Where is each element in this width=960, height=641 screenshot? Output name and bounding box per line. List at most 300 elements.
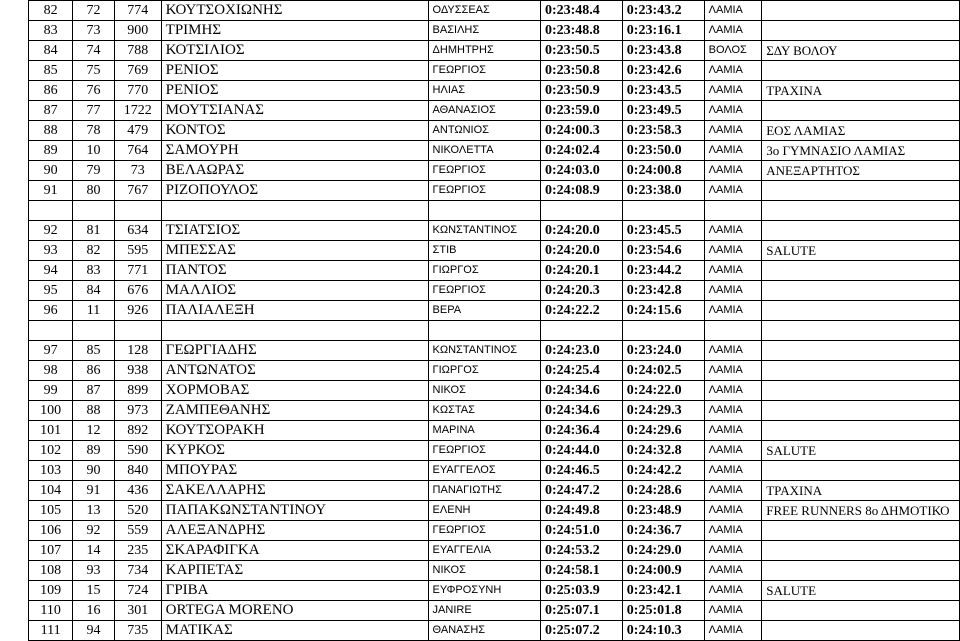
gun-time-cell: 0:25:07.2 — [540, 621, 622, 641]
first-name-cell: ΜΑΡΙΝΑ — [428, 421, 540, 441]
first-name-cell: ΝΙΚΟΣ — [428, 381, 540, 401]
club-cell — [762, 461, 960, 481]
table-row — [29, 341, 960, 361]
club-cell — [762, 21, 960, 41]
overall-rank-cell: 106 — [29, 521, 73, 541]
first-name-cell: ΓΕΩΡΓΙΟΣ — [428, 181, 540, 201]
city-cell: ΛΑΜΙΑ — [704, 161, 762, 181]
bib-number-cell: 769 — [114, 61, 161, 81]
surname-cell: ΠΑΛΙΑΛΕΞΗ — [161, 301, 428, 321]
bib-number-cell: 235 — [114, 541, 161, 561]
surname-cell: ΚΟΥΤΣΟΧΙΩΝΗΣ — [161, 1, 428, 21]
gun-time-cell: 0:24:34.6 — [540, 381, 622, 401]
club-cell — [762, 561, 960, 581]
spacer-cell — [161, 201, 428, 221]
city-cell: ΛΑΜΙΑ — [704, 621, 762, 641]
table-row — [29, 1, 960, 21]
table-row — [29, 461, 960, 481]
club-cell — [762, 61, 960, 81]
category-rank-cell: 86 — [73, 361, 115, 381]
net-time-cell: 0:23:50.0 — [622, 141, 704, 161]
city-cell: ΛΑΜΙΑ — [704, 301, 762, 321]
surname-cell: ΚΑΡΠΕΤΑΣ — [161, 561, 428, 581]
first-name-cell: ΓΙΩΡΓΟΣ — [428, 261, 540, 281]
table-row — [29, 481, 960, 501]
surname-cell: ΒΕΛΑΩΡΑΣ — [161, 161, 428, 181]
category-rank-cell: 73 — [73, 21, 115, 41]
bib-number-cell: 774 — [114, 1, 161, 21]
gun-time-cell: 0:24:34.6 — [540, 401, 622, 421]
category-rank-cell: 72 — [73, 1, 115, 21]
first-name-cell: ΟΔΥΣΣΕΑΣ — [428, 1, 540, 21]
first-name-cell: ΓΕΩΡΓΙΟΣ — [428, 61, 540, 81]
city-cell: ΛΑΜΙΑ — [704, 121, 762, 141]
net-time-cell: 0:24:28.6 — [622, 481, 704, 501]
spacer-cell — [428, 201, 540, 221]
surname-cell: ΑΛΕΞΑΝΔΡΗΣ — [161, 521, 428, 541]
surname-cell: ΖΑΜΠΕΘΑΝΗΣ — [161, 401, 428, 421]
net-time-cell: 0:24:36.7 — [622, 521, 704, 541]
overall-rank-cell: 100 — [29, 401, 73, 421]
table-row — [29, 181, 960, 201]
overall-rank-cell: 90 — [29, 161, 73, 181]
table-row — [29, 541, 960, 561]
spacer-cell — [73, 201, 115, 221]
overall-rank-cell: 108 — [29, 561, 73, 581]
surname-cell: ΣΑΜΟΥΡΗ — [161, 141, 428, 161]
first-name-cell: ΚΩΣΤΑΣ — [428, 401, 540, 421]
net-time-cell: 0:24:15.6 — [622, 301, 704, 321]
net-time-cell: 0:23:38.0 — [622, 181, 704, 201]
club-cell: ΣΔΥ ΒΟΛΟΥ — [762, 41, 960, 61]
bib-number-cell: 926 — [114, 301, 161, 321]
gun-time-cell: 0:23:48.8 — [540, 21, 622, 41]
bib-number-cell: 938 — [114, 361, 161, 381]
club-cell: SALUTE — [762, 581, 960, 601]
gun-time-cell: 0:24:23.0 — [540, 341, 622, 361]
city-cell: ΛΑΜΙΑ — [704, 581, 762, 601]
surname-cell: ΣΚΑΡΑΦΙΓΚΑ — [161, 541, 428, 561]
city-cell: ΛΑΜΙΑ — [704, 361, 762, 381]
table-row — [29, 221, 960, 241]
gun-time-cell: 0:23:48.4 — [540, 1, 622, 21]
category-rank-cell: 89 — [73, 441, 115, 461]
table-row — [29, 441, 960, 461]
net-time-cell: 0:23:43.2 — [622, 1, 704, 21]
city-cell: ΛΑΜΙΑ — [704, 81, 762, 101]
overall-rank-cell: 103 — [29, 461, 73, 481]
bib-number-cell: 840 — [114, 461, 161, 481]
gun-time-cell: 0:23:50.5 — [540, 41, 622, 61]
net-time-cell: 0:23:58.3 — [622, 121, 704, 141]
category-rank-cell: 80 — [73, 181, 115, 201]
surname-cell: ΠΑΝΤΟΣ — [161, 261, 428, 281]
first-name-cell: ΕΛΕΝΗ — [428, 501, 540, 521]
net-time-cell: 0:24:22.0 — [622, 381, 704, 401]
spacer-cell — [73, 321, 115, 341]
bib-number-cell: 595 — [114, 241, 161, 261]
overall-rank-cell: 96 — [29, 301, 73, 321]
table-row — [29, 581, 960, 601]
category-rank-cell: 83 — [73, 261, 115, 281]
table-row — [29, 41, 960, 61]
club-cell: 3ο ΓΥΜΝΑΣΙΟ ΛΑΜΙΑΣ — [762, 141, 960, 161]
surname-cell: ΡΙΖΟΠΟΥΛΟΣ — [161, 181, 428, 201]
table-row — [29, 521, 960, 541]
table-row — [29, 81, 960, 101]
overall-rank-cell: 86 — [29, 81, 73, 101]
gun-time-cell: 0:24:46.5 — [540, 461, 622, 481]
net-time-cell: 0:24:00.8 — [622, 161, 704, 181]
gun-time-cell: 0:24:20.0 — [540, 241, 622, 261]
first-name-cell: ΕΥΦΡΟΣΥΝΗ — [428, 581, 540, 601]
overall-rank-cell: 99 — [29, 381, 73, 401]
first-name-cell: ΓΙΩΡΓΟΣ — [428, 361, 540, 381]
table-row — [29, 121, 960, 141]
category-rank-cell: 84 — [73, 281, 115, 301]
city-cell: ΛΑΜΙΑ — [704, 461, 762, 481]
overall-rank-cell: 107 — [29, 541, 73, 561]
net-time-cell: 0:23:48.9 — [622, 501, 704, 521]
overall-rank-cell: 87 — [29, 101, 73, 121]
city-cell: ΛΑΜΙΑ — [704, 181, 762, 201]
category-rank-cell: 77 — [73, 101, 115, 121]
club-cell: ΑΝΕΞΑΡΤΗΤΟΣ — [762, 161, 960, 181]
bib-number-cell: 735 — [114, 621, 161, 641]
overall-rank-cell: 91 — [29, 181, 73, 201]
club-cell — [762, 401, 960, 421]
surname-cell: ΚΥΡΚΟΣ — [161, 441, 428, 461]
net-time-cell: 0:23:44.2 — [622, 261, 704, 281]
bib-number-cell: 771 — [114, 261, 161, 281]
bib-number-cell: 767 — [114, 181, 161, 201]
surname-cell: ΑΝΤΩΝΑΤΟΣ — [161, 361, 428, 381]
category-rank-cell: 91 — [73, 481, 115, 501]
table-row — [29, 141, 960, 161]
bib-number-cell: 892 — [114, 421, 161, 441]
category-rank-cell: 74 — [73, 41, 115, 61]
club-cell: SALUTE — [762, 241, 960, 261]
city-cell: ΛΑΜΙΑ — [704, 421, 762, 441]
club-cell — [762, 341, 960, 361]
category-rank-cell: 79 — [73, 161, 115, 181]
city-cell: ΒΟΛΟΣ — [704, 41, 762, 61]
surname-cell: ΤΡΙΜΗΣ — [161, 21, 428, 41]
surname-cell: ΡΕΝΙΟΣ — [161, 81, 428, 101]
surname-cell: ΜΑΛΛΙΟΣ — [161, 281, 428, 301]
table-row — [29, 501, 960, 521]
net-time-cell: 0:24:00.9 — [622, 561, 704, 581]
table-row — [29, 281, 960, 301]
surname-cell: ΜΟΥΤΣΙΑΝΑΣ — [161, 101, 428, 121]
first-name-cell: ΑΝΤΩΝΙΟΣ — [428, 121, 540, 141]
club-cell: SALUTE — [762, 441, 960, 461]
gun-time-cell: 0:24:51.0 — [540, 521, 622, 541]
first-name-cell: ΚΩΝΣΤΑΝΤΙΝΟΣ — [428, 221, 540, 241]
club-cell: ΤΡΑΧΙΝΑ — [762, 81, 960, 101]
bib-number-cell: 724 — [114, 581, 161, 601]
city-cell: ΛΑΜΙΑ — [704, 601, 762, 621]
club-cell — [762, 601, 960, 621]
overall-rank-cell: 110 — [29, 601, 73, 621]
club-cell: ΕΟΣ ΛΑΜΙΑΣ — [762, 121, 960, 141]
overall-rank-cell: 95 — [29, 281, 73, 301]
spacer-cell — [29, 201, 73, 221]
overall-rank-cell: 111 — [29, 621, 73, 641]
first-name-cell: ΕΥΑΓΓΕΛΙΑ — [428, 541, 540, 561]
net-time-cell: 0:23:49.5 — [622, 101, 704, 121]
category-rank-cell: 11 — [73, 301, 115, 321]
first-name-cell: ΒΕΡΑ — [428, 301, 540, 321]
gun-time-cell: 0:23:50.8 — [540, 61, 622, 81]
surname-cell: ΤΣΙΑΤΣΙΟΣ — [161, 221, 428, 241]
overall-rank-cell: 102 — [29, 441, 73, 461]
category-rank-cell: 10 — [73, 141, 115, 161]
overall-rank-cell: 84 — [29, 41, 73, 61]
category-rank-cell: 85 — [73, 341, 115, 361]
bib-number-cell: 764 — [114, 141, 161, 161]
first-name-cell: JANIRE — [428, 601, 540, 621]
gun-time-cell: 0:24:47.2 — [540, 481, 622, 501]
table-row — [29, 401, 960, 421]
overall-rank-cell: 98 — [29, 361, 73, 381]
surname-cell: ΣΑΚΕΛΛΑΡΗΣ — [161, 481, 428, 501]
bib-number-cell: 73 — [114, 161, 161, 181]
gun-time-cell: 0:24:25.4 — [540, 361, 622, 381]
gun-time-cell: 0:24:53.2 — [540, 541, 622, 561]
overall-rank-cell: 89 — [29, 141, 73, 161]
gun-time-cell: 0:23:59.0 — [540, 101, 622, 121]
city-cell: ΛΑΜΙΑ — [704, 481, 762, 501]
spacer-row — [29, 321, 960, 341]
first-name-cell: ΣΤΙΒ — [428, 241, 540, 261]
bib-number-cell: 900 — [114, 21, 161, 41]
gun-time-cell: 0:24:08.9 — [540, 181, 622, 201]
gun-time-cell: 0:24:22.2 — [540, 301, 622, 321]
category-rank-cell: 76 — [73, 81, 115, 101]
club-cell — [762, 381, 960, 401]
city-cell: ΛΑΜΙΑ — [704, 381, 762, 401]
category-rank-cell: 78 — [73, 121, 115, 141]
overall-rank-cell: 105 — [29, 501, 73, 521]
gun-time-cell: 0:25:07.1 — [540, 601, 622, 621]
surname-cell: ΜΠΕΣΣΑΣ — [161, 241, 428, 261]
bib-number-cell: 479 — [114, 121, 161, 141]
net-time-cell: 0:23:42.6 — [622, 61, 704, 81]
first-name-cell: ΠΑΝΑΓΙΩΤΗΣ — [428, 481, 540, 501]
first-name-cell: ΑΘΑΝΑΣΙΟΣ — [428, 101, 540, 121]
results-table — [28, 0, 960, 641]
bib-number-cell: 899 — [114, 381, 161, 401]
first-name-cell: ΓΕΩΡΓΙΟΣ — [428, 281, 540, 301]
city-cell: ΛΑΜΙΑ — [704, 1, 762, 21]
spacer-cell — [762, 201, 960, 221]
surname-cell: ΓΕΩΡΓΙΑΔΗΣ — [161, 341, 428, 361]
city-cell: ΛΑΜΙΑ — [704, 61, 762, 81]
gun-time-cell: 0:24:00.3 — [540, 121, 622, 141]
gun-time-cell: 0:24:02.4 — [540, 141, 622, 161]
city-cell: ΛΑΜΙΑ — [704, 541, 762, 561]
surname-cell: ΚΟΥΤΣΟΡΑΚΗ — [161, 421, 428, 441]
net-time-cell: 0:23:42.8 — [622, 281, 704, 301]
spacer-cell — [161, 321, 428, 341]
table-row — [29, 21, 960, 41]
surname-cell: ΜΑΤΙΚΑΣ — [161, 621, 428, 641]
surname-cell: ΚΟΝΤΟΣ — [161, 121, 428, 141]
spacer-cell — [540, 321, 622, 341]
table-row — [29, 561, 960, 581]
gun-time-cell: 0:24:36.4 — [540, 421, 622, 441]
gun-time-cell: 0:24:20.1 — [540, 261, 622, 281]
club-cell — [762, 361, 960, 381]
net-time-cell: 0:23:43.5 — [622, 81, 704, 101]
first-name-cell: ΓΕΩΡΓΙΟΣ — [428, 161, 540, 181]
city-cell: ΛΑΜΙΑ — [704, 101, 762, 121]
net-time-cell: 0:24:29.3 — [622, 401, 704, 421]
city-cell: ΛΑΜΙΑ — [704, 141, 762, 161]
gun-time-cell: 0:25:03.9 — [540, 581, 622, 601]
overall-rank-cell: 104 — [29, 481, 73, 501]
gun-time-cell: 0:24:49.8 — [540, 501, 622, 521]
spacer-cell — [762, 321, 960, 341]
net-time-cell: 0:24:42.2 — [622, 461, 704, 481]
overall-rank-cell: 109 — [29, 581, 73, 601]
bib-number-cell: 520 — [114, 501, 161, 521]
overall-rank-cell: 92 — [29, 221, 73, 241]
spacer-cell — [540, 201, 622, 221]
overall-rank-cell: 85 — [29, 61, 73, 81]
club-cell — [762, 221, 960, 241]
category-rank-cell: 12 — [73, 421, 115, 441]
overall-rank-cell: 88 — [29, 121, 73, 141]
bib-number-cell: 973 — [114, 401, 161, 421]
category-rank-cell: 14 — [73, 541, 115, 561]
club-cell — [762, 421, 960, 441]
table-row — [29, 261, 960, 281]
first-name-cell: ΝΙΚΟΛΕΤΤΑ — [428, 141, 540, 161]
table-row — [29, 621, 960, 641]
first-name-cell: ΘΑΝΑΣΗΣ — [428, 621, 540, 641]
city-cell: ΛΑΜΙΑ — [704, 561, 762, 581]
net-time-cell: 0:23:42.1 — [622, 581, 704, 601]
first-name-cell: ΓΕΩΡΓΙΟΣ — [428, 441, 540, 461]
bib-number-cell: 590 — [114, 441, 161, 461]
gun-time-cell: 0:24:03.0 — [540, 161, 622, 181]
net-time-cell: 0:23:45.5 — [622, 221, 704, 241]
overall-rank-cell: 83 — [29, 21, 73, 41]
category-rank-cell: 88 — [73, 401, 115, 421]
first-name-cell: ΝΙΚΟΣ — [428, 561, 540, 581]
surname-cell: ORTEGA MORENO — [161, 601, 428, 621]
gun-time-cell: 0:23:50.9 — [540, 81, 622, 101]
bib-number-cell: 770 — [114, 81, 161, 101]
overall-rank-cell: 93 — [29, 241, 73, 261]
surname-cell: ΚΟΤΣΙΛΙΟΣ — [161, 41, 428, 61]
club-cell — [762, 621, 960, 641]
club-cell — [762, 541, 960, 561]
table-row — [29, 421, 960, 441]
spacer-cell — [428, 321, 540, 341]
table-row — [29, 361, 960, 381]
spacer-cell — [114, 201, 161, 221]
gun-time-cell: 0:24:58.1 — [540, 561, 622, 581]
category-rank-cell: 93 — [73, 561, 115, 581]
surname-cell: ΧΟΡΜΟΒΑΣ — [161, 381, 428, 401]
city-cell: ΛΑΜΙΑ — [704, 281, 762, 301]
category-rank-cell: 94 — [73, 621, 115, 641]
overall-rank-cell: 94 — [29, 261, 73, 281]
first-name-cell: ΕΥΑΓΓΕΛΟΣ — [428, 461, 540, 481]
spacer-cell — [704, 321, 762, 341]
category-rank-cell: 16 — [73, 601, 115, 621]
surname-cell: ΠΑΠΑΚΩΝΣΤΑΝΤΙΝΟΥ — [161, 501, 428, 521]
bib-number-cell: 676 — [114, 281, 161, 301]
bib-number-cell: 436 — [114, 481, 161, 501]
table-row — [29, 101, 960, 121]
club-cell — [762, 181, 960, 201]
city-cell: ΛΑΜΙΑ — [704, 241, 762, 261]
city-cell: ΛΑΜΙΑ — [704, 401, 762, 421]
net-time-cell: 0:23:54.6 — [622, 241, 704, 261]
gun-time-cell: 0:24:20.3 — [540, 281, 622, 301]
bib-number-cell: 128 — [114, 341, 161, 361]
bib-number-cell: 301 — [114, 601, 161, 621]
net-time-cell: 0:23:43.8 — [622, 41, 704, 61]
bib-number-cell: 559 — [114, 521, 161, 541]
city-cell: ΛΑΜΙΑ — [704, 21, 762, 41]
table-row — [29, 381, 960, 401]
overall-rank-cell: 101 — [29, 421, 73, 441]
city-cell: ΛΑΜΙΑ — [704, 341, 762, 361]
category-rank-cell: 15 — [73, 581, 115, 601]
category-rank-cell: 82 — [73, 241, 115, 261]
club-cell: ΤΡΑΧΙΝΑ — [762, 481, 960, 501]
club-cell — [762, 1, 960, 21]
net-time-cell: 0:24:29.0 — [622, 541, 704, 561]
net-time-cell: 0:24:29.6 — [622, 421, 704, 441]
category-rank-cell: 92 — [73, 521, 115, 541]
overall-rank-cell: 97 — [29, 341, 73, 361]
first-name-cell: ΒΑΣΙΛΗΣ — [428, 21, 540, 41]
spacer-cell — [622, 321, 704, 341]
city-cell: ΛΑΜΙΑ — [704, 221, 762, 241]
net-time-cell: 0:24:02.5 — [622, 361, 704, 381]
bib-number-cell: 788 — [114, 41, 161, 61]
table-row — [29, 161, 960, 181]
spacer-row — [29, 201, 960, 221]
surname-cell: ΜΠΟΥΡΑΣ — [161, 461, 428, 481]
spacer-cell — [114, 321, 161, 341]
table-row — [29, 241, 960, 261]
category-rank-cell: 90 — [73, 461, 115, 481]
bib-number-cell: 1722 — [114, 101, 161, 121]
first-name-cell: ΗΛΙΑΣ — [428, 81, 540, 101]
club-cell — [762, 101, 960, 121]
table-row — [29, 61, 960, 81]
bib-number-cell: 634 — [114, 221, 161, 241]
table-row — [29, 601, 960, 621]
club-cell — [762, 521, 960, 541]
spacer-cell — [29, 321, 73, 341]
bib-number-cell: 734 — [114, 561, 161, 581]
net-time-cell: 0:23:24.0 — [622, 341, 704, 361]
category-rank-cell: 81 — [73, 221, 115, 241]
club-cell — [762, 301, 960, 321]
spacer-cell — [704, 201, 762, 221]
first-name-cell: ΚΩΝΣΤΑΝΤΙΝΟΣ — [428, 341, 540, 361]
spacer-cell — [622, 201, 704, 221]
category-rank-cell: 75 — [73, 61, 115, 81]
